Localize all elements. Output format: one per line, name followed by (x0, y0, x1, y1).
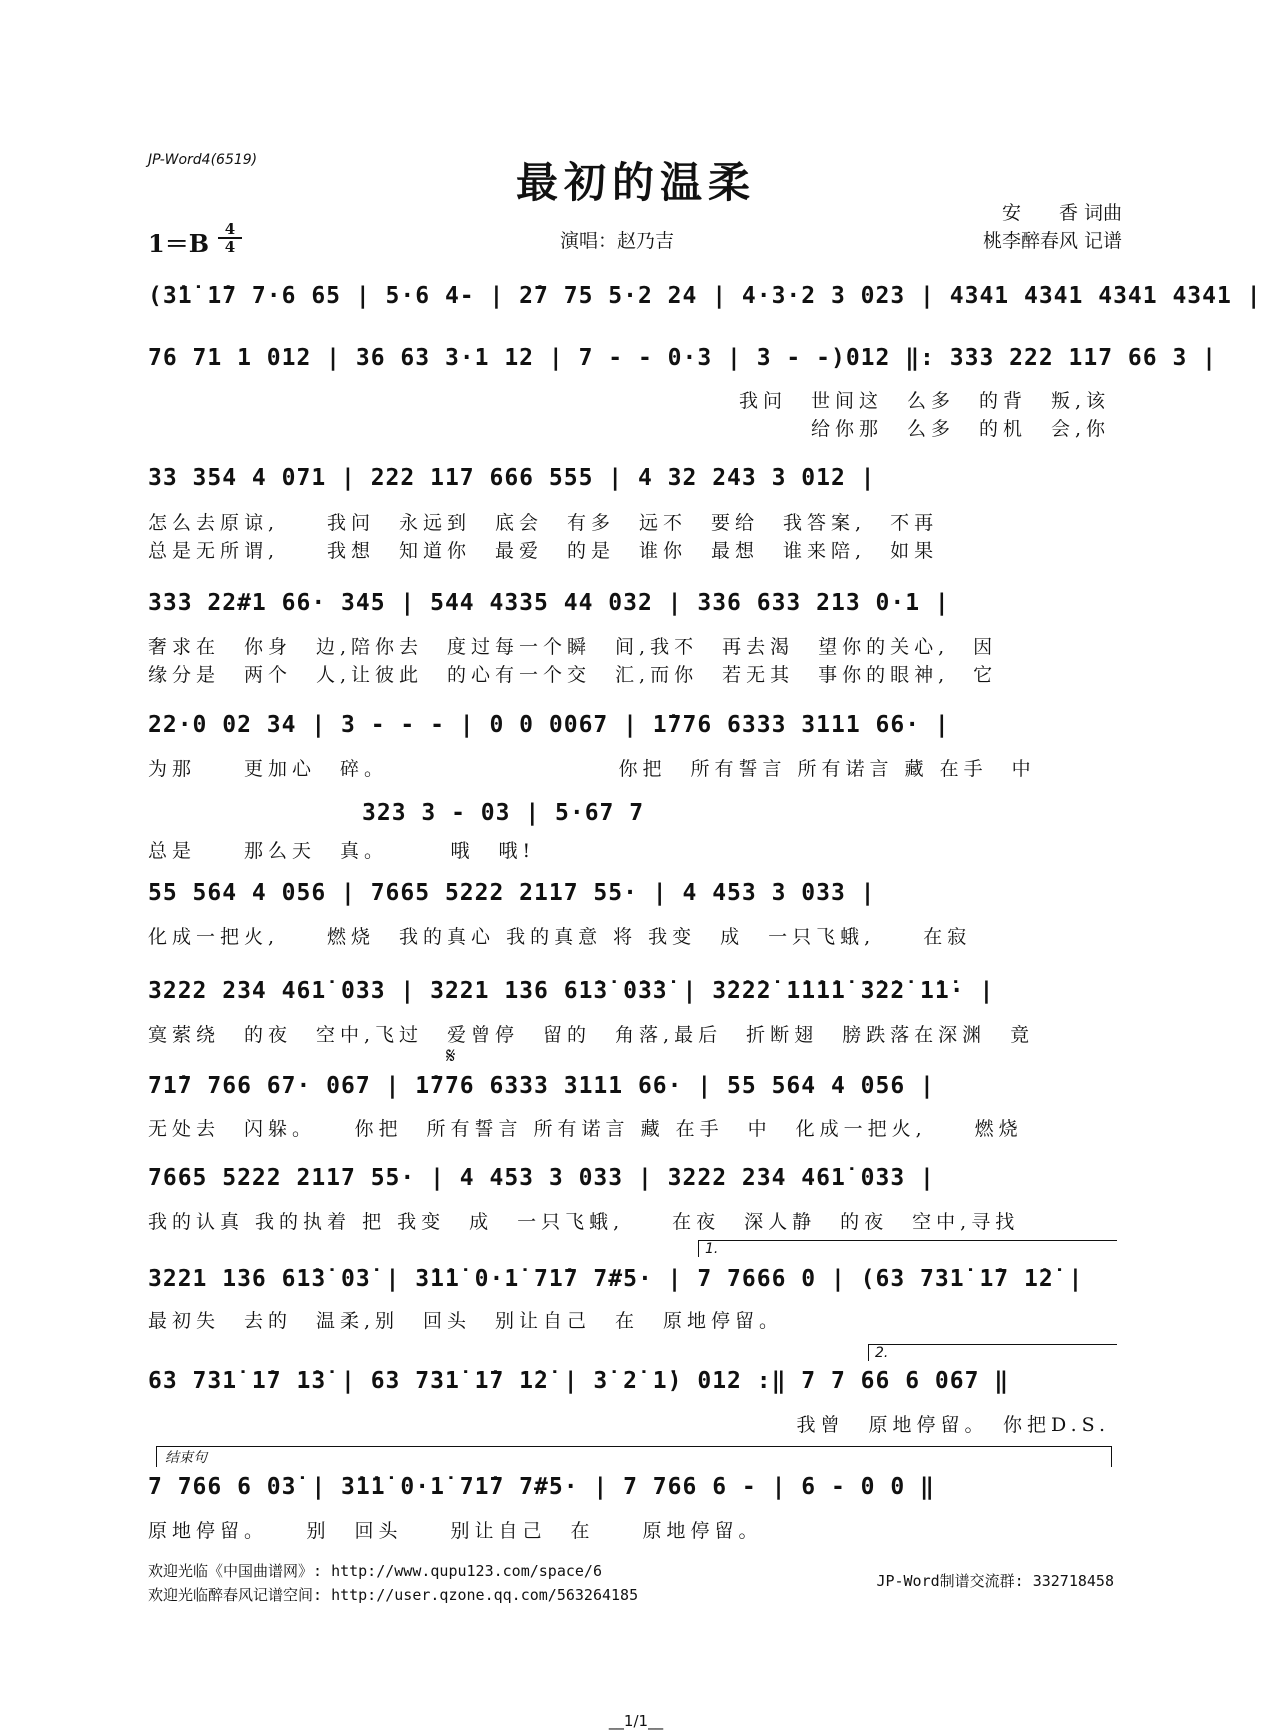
lyric-line: 最初失 去的 温柔,别 回头 别让自己 在 原地停留。 (148, 1310, 784, 1332)
lyric-line: 我的认真 我的执着 把 我变 成 一只飞蛾, 在夜 深人静 的夜 空中,寻找 (148, 1211, 1020, 1233)
notation-row: 63 731̇ 1̇7 1̇3̇ | 63 731̇ 1̇7 1̇2̇ | 3̇ 2̇ 1̇) 012 :‖ 7 7 66 6 067 ‖ (148, 1368, 1010, 1394)
song-title: 最初的温柔 (515, 158, 756, 207)
singer: 演唱：赵乃吉 (560, 230, 675, 252)
notation-row-ossia: 323 3 - 03 | 5·67 7 (362, 800, 645, 826)
notation-row: 7 766 6 03̇ | 3̇1̇1̇ 0·1̇ 71̇7 7#5· | 7 766 6 - | 6 - 0 0 ‖ (148, 1474, 935, 1500)
lyric-line: 怎么去原谅, 我问 永远到 底会 有多 远不 要给 我答案, 不再 (148, 512, 939, 534)
notation-row: 76 71 1 012 | 36 63 3·1 12 | 7 - - 0·3 | 3 - -)012 ‖: 333 222 117 66 3 | (148, 345, 1217, 371)
coda-section-label: 结束句 (156, 1446, 1112, 1467)
time-signature (218, 222, 242, 254)
lyric-line: 总是无所谓, 我想 知道你 最爱 的是 谁你 最想 谁来陪, 如果 (148, 540, 939, 562)
notation-row: 22·0 02 34 | 3 - - - | 0 0 0067 | 1̇776 6333 3111 66· | (148, 712, 950, 738)
notation-row: 55 564 4 056 | 7665 5222 2117 55· | 4 453 3 033 | (148, 880, 876, 906)
lyric-line: 化成一把火, 燃烧 我的真心 我的真意 将 我变 成 一只飞蛾, 在寂 (148, 926, 972, 948)
footer-link-2[interactable]: 欢迎光临醉春风记谱空间: http://user.qzone.qq.com/563264185 (148, 1586, 639, 1604)
lyric-line: 缘分是 两个 人,让彼此 的心有一个交 汇,而你 若无其 事你的眼神, 它 (148, 664, 998, 686)
notation-row: 7665 5222 2117 55· | 4 453 3 033 | 3222 234 461̇ 033 | (148, 1165, 935, 1191)
lyric-line: 给你那 么多 的机 会,你 (810, 418, 1110, 440)
notation-row: 3222 234 461̇ 033 | 3221 136 61̇3̇ 0̇3̇3̇ | 3̇2̇2̇2̇ 1̇1̇1̇1̇ 3̇2̇2̇ 1̇1̇· | (148, 978, 995, 1004)
lyric-line: 寞萦绕 的夜 空中,飞过 爱曾停 留的 角落,最后 折断翅 膀跌落在深渊 竟 (148, 1024, 1035, 1046)
lyric-line: 奢求在 你身 边,陪你去 度过每一个瞬 间,我不 再去渴 望你的关心, 因 (148, 636, 998, 658)
segno-sign: 𝄋 (446, 1044, 456, 1069)
lyric-line: 为那 更加心 碎。 你把 所有誓言 所有诺言 藏 在手 中 (148, 758, 1036, 780)
volta-2: 2. (868, 1344, 1117, 1361)
lyric-line: 无处去 闪躲。 你把 所有誓言 所有诺言 藏 在手 中 化成一把火, 燃烧 (148, 1118, 1023, 1140)
volta-1: 1. (698, 1240, 1117, 1257)
notation-row: (3̇1̇ 1̇7 7·6 65 | 5·6 4- | 2̇7 75 5·2 24 | 4·3·2 3 023 | 4341 4341 4341 4341 | (148, 283, 1262, 309)
notation-row: 333 22#1 66· 345 | 544 4335 44 032 | 336 633 213 0·1 | (148, 590, 950, 616)
time-numerator: 4 (224, 220, 236, 238)
notation-row: 33 354 4 071 | 222 117 666 555 | 4 32 243 3 012 | (148, 465, 876, 491)
lyricist: 安 香 词曲 (1001, 202, 1122, 224)
notation-row: 71̇7 766 67· 067 | 1̇776 6333 3111 66· | 55 564 4 056 | (148, 1073, 935, 1099)
lyric-line: 总是 那么天 真。 哦 哦! (148, 840, 536, 862)
page-number: __1/1__ (608, 1712, 664, 1730)
notation-row: 3221 136 61̇3̇ 03̇ | 3̇1̇1̇ 0·1̇ 71̇7 7#5· | 7 7666 0 | (63 731̇ 1̇7 1̇2̇ | (148, 1266, 1084, 1292)
lyric-line: 原地停留。 别 回头 别让自己 在 原地停留。 (148, 1520, 763, 1542)
time-denominator: 4 (224, 238, 236, 256)
key-signature: 1＝B (148, 229, 209, 258)
transcriber: 桃李醉春风 记谱 (982, 230, 1122, 252)
lyric-line: 我问 世间这 么多 的背 叛,该 (738, 390, 1110, 412)
qq-group-info: JP-Word制谱交流群: 332718458 (876, 1572, 1114, 1590)
app-label: JP-Word4(6519) (148, 152, 258, 168)
footer-link-1[interactable]: 欢迎光临《中国曲谱网》: http://www.qupu123.com/space/6 (148, 1562, 602, 1580)
lyric-line: 我曾 原地停留。 你把D.S. (796, 1414, 1110, 1436)
